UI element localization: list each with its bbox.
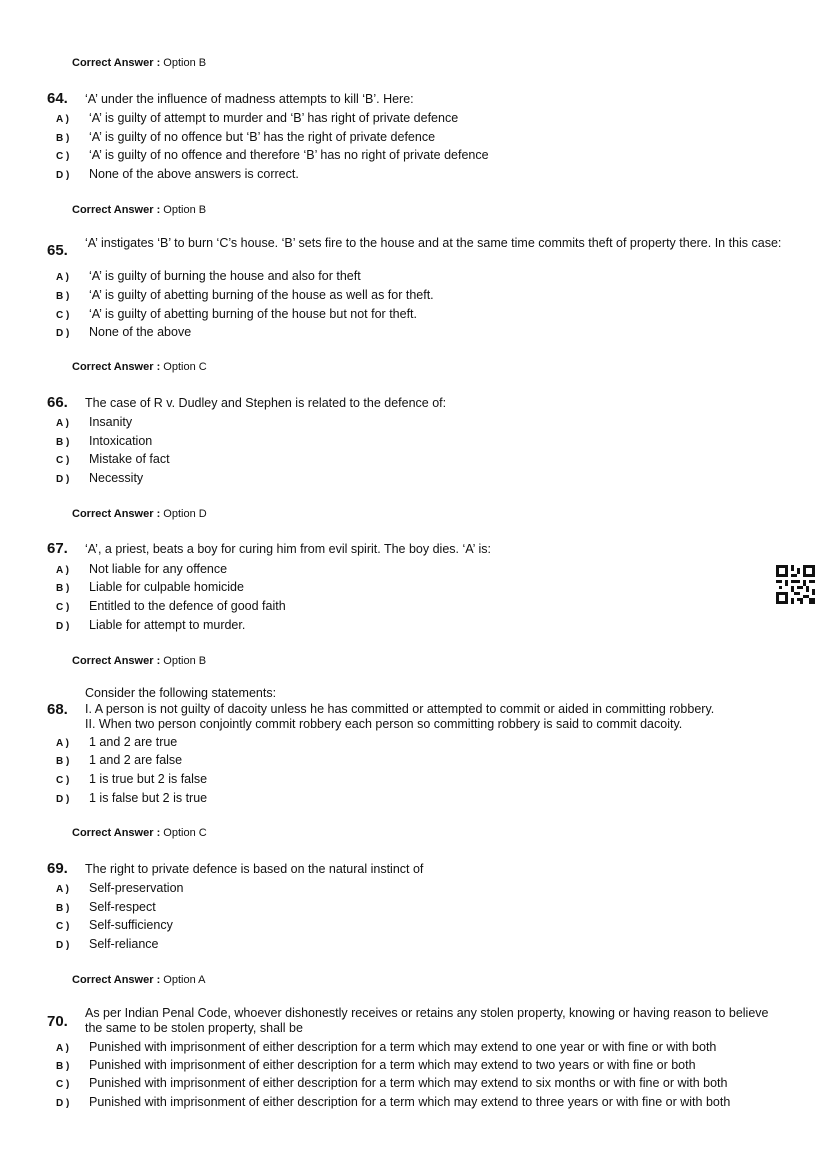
option-text-a: Not liable for any offence: [89, 562, 228, 576]
question-text: As per Indian Penal Code, whoever dishonestly receives or retains any stolen property, knowing or having reason to believe the same to be stolen property, shall be: [85, 1006, 769, 1035]
correct-answer-label: Correct Answer :: [72, 361, 161, 373]
correct-answer-label: Correct Answer :: [72, 655, 161, 667]
correct-answer-value: Option B: [163, 57, 207, 69]
question-text: ‘A’ under the influence of madness attempts to kill ‘B’. Here:: [85, 92, 414, 106]
option-label-c: C ): [56, 310, 70, 321]
question-number: 67.: [47, 540, 68, 557]
correct-answer-value: Option C: [163, 361, 207, 373]
option-text-d: Punished with imprisonment of either description for a term which may extend to three years or with fine or with both: [89, 1095, 731, 1109]
option-label-d: D ): [56, 940, 70, 951]
option-text-a: Self-preservation: [89, 881, 184, 895]
option-text-c: Self-sufficiency: [89, 918, 173, 932]
option-text-c: Mistake of fact: [89, 452, 170, 466]
option-label-b: B ): [56, 583, 70, 594]
question-number: 70.: [47, 1013, 68, 1030]
option-text-a: ‘A’ is guilty of burning the house and also for theft: [89, 269, 361, 283]
option-label-c: C ): [56, 921, 70, 932]
option-label-a: A ): [56, 114, 69, 125]
correct-answer-65: [72, 360, 207, 374]
option-text-c: Punished with imprisonment of either description for a term which may extend to six months or with fine or with both: [89, 1076, 728, 1090]
option-text-a: Punished with imprisonment of either description for a term which may extend to one year or with fine or with both: [89, 1040, 717, 1054]
question-number: 64.: [47, 90, 68, 107]
option-text-c: Entitled to the defence of good faith: [89, 599, 286, 613]
question-text: ‘A’ instigates ‘B’ to burn ‘C’s house. ‘B’ sets fire to the house and at the same time commits theft of property there. In this case:: [85, 236, 782, 250]
correct-answer-66: [72, 507, 207, 521]
option-label-d: D ): [56, 794, 70, 805]
option-label-c: C ): [56, 602, 70, 613]
question-text: ‘A’, a priest, beats a boy for curing him from evil spirit. The boy dies. ‘A’ is:: [85, 542, 491, 556]
option-text-c: ‘A’ is guilty of abetting burning of the house but not for theft.: [89, 307, 417, 321]
option-label-d: D ): [56, 328, 70, 339]
option-label-b: B ): [56, 756, 70, 767]
option-label-b: B ): [56, 133, 70, 144]
option-text-a: Insanity: [89, 415, 133, 429]
correct-answer-64: [72, 203, 206, 217]
option-text-b: ‘A’ is guilty of abetting burning of the house as well as for theft.: [89, 288, 434, 302]
correct-answer-value: Option C: [163, 827, 207, 839]
question-text: The case of R v. Dudley and Stephen is related to the defence of:: [85, 396, 447, 410]
option-text-c: 1 is true but 2 is false: [89, 772, 208, 786]
option-text-d: Self-reliance: [89, 937, 159, 951]
option-label-b: B ): [56, 903, 70, 914]
option-label-a: A ): [56, 884, 69, 895]
question-text: The right to private defence is based on the natural instinct of: [85, 862, 424, 876]
option-text-b: Self-respect: [89, 900, 156, 914]
question-text-line: I. A person is not guilty of dacoity unless he has committed or attempted to commit or aided in committing robbery.: [85, 702, 715, 716]
question-number: 65.: [47, 242, 68, 259]
option-label-b: B ): [56, 437, 70, 448]
option-label-a: A ): [56, 738, 69, 749]
option-label-d: D ): [56, 621, 70, 632]
option-text-d: None of the above answers is correct.: [89, 167, 299, 181]
option-label-d: D ): [56, 170, 70, 181]
correct-answer-67: [72, 654, 206, 668]
correct-answer-value: Option D: [163, 508, 207, 520]
option-text-b: ‘A’ is guilty of no offence but ‘B’ has the right of private defence: [89, 130, 436, 144]
option-text-a: ‘A’ is guilty of attempt to murder and ‘B’ has right of private defence: [89, 111, 459, 125]
option-label-c: C ): [56, 455, 70, 466]
correct-answer-value: Option B: [163, 655, 207, 667]
correct-answer-label: Correct Answer :: [72, 827, 161, 839]
option-label-a: A ): [56, 1043, 69, 1054]
question-number: 69.: [47, 860, 68, 877]
option-label-c: C ): [56, 151, 70, 162]
option-label-a: A ): [56, 272, 69, 283]
correct-answer-63: [72, 56, 206, 70]
option-text-b: Liable for culpable homicide: [89, 580, 244, 594]
option-label-a: A ): [56, 418, 69, 429]
option-text-c: ‘A’ is guilty of no offence and therefore ‘B’ has no right of private defence: [89, 148, 489, 162]
option-label-b: B ): [56, 1061, 70, 1072]
question-text-line: II. When two person conjointly commit robbery each person so committing robbery is said to commit dacoity.: [85, 717, 683, 731]
option-label-d: D ): [56, 1098, 70, 1109]
option-text-d: Liable for attempt to murder.: [89, 618, 246, 632]
correct-answer-label: Correct Answer :: [72, 508, 161, 520]
option-label-c: C ): [56, 1079, 70, 1090]
option-label-b: B ): [56, 291, 70, 302]
option-text-d: None of the above: [89, 325, 192, 339]
correct-answer-value: Option B: [163, 204, 207, 216]
question-number: 66.: [47, 394, 68, 411]
option-text-b: 1 and 2 are false: [89, 753, 183, 767]
correct-answer-label: Correct Answer :: [72, 204, 161, 216]
correct-answer-69: [72, 973, 206, 987]
option-label-a: A ): [56, 565, 69, 576]
question-number: 68.: [47, 701, 68, 718]
correct-answer-label: Correct Answer :: [72, 57, 161, 69]
option-text-b: Intoxication: [89, 434, 153, 448]
option-label-d: D ): [56, 474, 70, 485]
qr-code-icon: [776, 565, 815, 604]
option-text-d: Necessity: [89, 471, 144, 485]
option-label-c: C ): [56, 775, 70, 786]
option-text-a: 1 and 2 are true: [89, 735, 178, 749]
correct-answer-label: Correct Answer :: [72, 974, 161, 986]
question-text-line: Consider the following statements:: [85, 686, 277, 700]
correct-answer-value: Option A: [163, 974, 206, 986]
option-text-d: 1 is false but 2 is true: [89, 791, 208, 805]
correct-answer-68: [72, 826, 207, 840]
option-text-b: Punished with imprisonment of either description for a term which may extend to two years or with fine or both: [89, 1058, 696, 1072]
